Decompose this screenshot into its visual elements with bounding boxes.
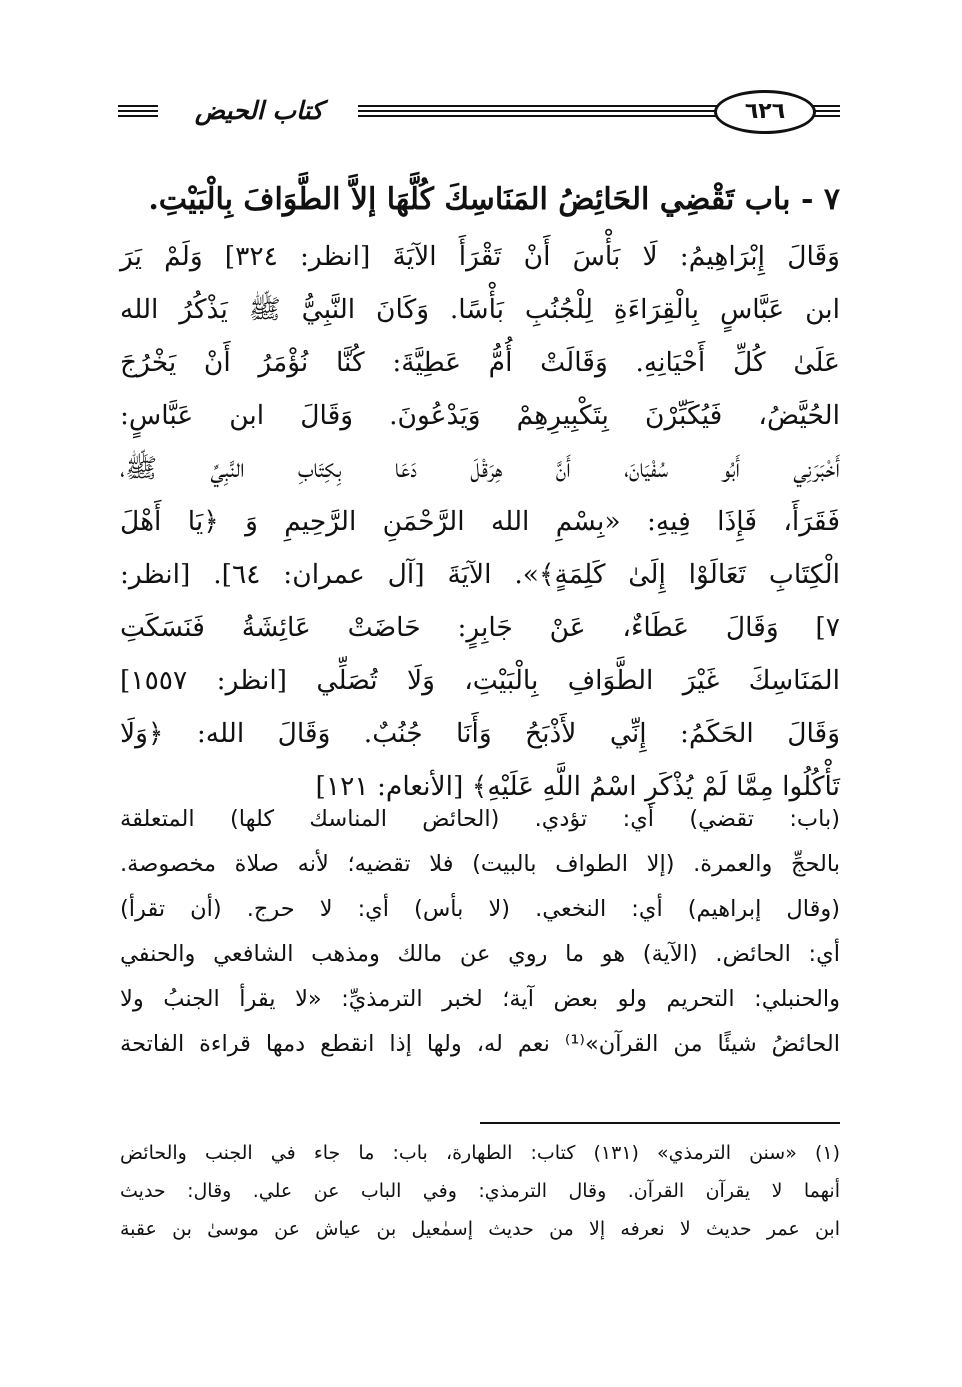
header-rule xyxy=(358,110,720,112)
header-rule xyxy=(118,115,158,117)
commentary-line: (باب: تقضي) أي: تؤدي. (الحائض المناسك كلها) المتعلقة xyxy=(120,806,840,832)
hadith-text xyxy=(120,170,840,813)
chapter-title: ٧ - باب تَقْضِي الحَائِضُ المَنَاسِكَ كُلَّهَا إلاَّ الطَّوَافَ بِالْبَيْتِ. xyxy=(148,182,840,217)
text-line: المَنَاسِكَ غَيْرَ الطَّوَافِ بِالْبَيْتِ، وَلَا تُصَلِّي [انظر: ١٥٥٧] xyxy=(120,665,840,696)
page-header xyxy=(118,88,840,134)
commentary-line: والحنبلي: التحريم ولو بعض آية؛ لخبر الترمذيِّ: «لا يقرأ الجنبُ ولا xyxy=(120,986,840,1012)
text-line: وَقَالَ الحَكَمُ: إِنِّي لأَذْبَحُ وَأَنَا جُنُبٌ. وَقَالَ الله: ﴿وَلَا xyxy=(120,718,840,749)
text-line: أَخْبَرَنِي أَبُو سُفْيَانَ، أَنَّ هِرَقْلَ دَعَا بِكِتَابِ النَّبِيِّ ﷺ، xyxy=(120,453,840,484)
header-rule xyxy=(118,105,158,107)
footnotes xyxy=(120,1134,840,1248)
running-header-title: كتاب الحيض xyxy=(194,96,324,125)
page-number: ٦٢٦ xyxy=(714,90,816,134)
text-line: فَقَرَأَ، فَإِذَا فِيهِ: «بِسْمِ الله الرَّحْمَنِ الرَّحِيمِ وَ ﴿يَا أَهْلَ xyxy=(120,506,840,537)
commentary-line: الحائضُ شيئًا من القرآن»⁽¹⁾ نعم له، ولها إذا انقطع دمها قراءة الفاتحة xyxy=(120,1031,840,1057)
text-line: الحُيَّضُ، فَيُكَبِّرْنَ بِتَكْبِيرِهِمْ وَيَدْعُونَ. وَقَالَ ابن عَبَّاسٍ: xyxy=(120,400,840,431)
commentary-line: بالحجِّ والعمرة. (إلا الطواف بالبيت) فلا تقضيه؛ لأنه صلاة مخصوصة. xyxy=(120,851,840,877)
footnote-line: ابن عمر حديث لا نعرفه إلا من حديث إسمٰعيل بن عياش عن موسىٰ بن عقبة xyxy=(120,1218,840,1240)
text-line: ٧] وَقَالَ عَطَاءٌ، عَنْ جَابِرٍ: حَاضَتْ عَائِشَةُ فَنَسَكَتِ xyxy=(120,612,840,643)
header-rule xyxy=(118,110,158,112)
text-line: عَلَىٰ كُلِّ أَحْيَانِهِ. وَقَالَتْ أُمُّ عَطِيَّةَ: كُنَّا نُؤْمَرُ أَنْ يَخْرُجَ xyxy=(120,347,840,378)
commentary-line: (وقال إبراهيم) أي: النخعي. (لا بأس) أي: لا حرج. (أن تقرأ) xyxy=(120,896,840,922)
footnote-line: (١) «سنن الترمذي» (١٣١) كتاب: الطهارة، باب: ما جاء في الجنب والحائض xyxy=(120,1142,840,1164)
text-line: الْكِتَابِ تَعَالَوْا إِلَىٰ كَلِمَةٍ﴾». الآيَةَ [آل عمران: ٦٤]. [انظر: xyxy=(120,559,840,590)
footnote-line: أنهما لا يقرآن القرآن. وقال الترمذي: وفي الباب عن علي. وقال: حديث xyxy=(120,1180,840,1202)
text-line: تَأْكُلُوا مِمَّا لَمْ يُذْكَرِ اسْمُ اللَّهِ عَلَيْهِ﴾ [الأنعام: ١٢١] xyxy=(315,771,840,802)
commentary-line: أي: الحائض. (الآية) هو ما روي عن مالك ومذهب الشافعي والحنفي xyxy=(120,941,840,967)
text-line: ابن عَبَّاسٍ بِالْقِرَاءَةِ لِلْجُنُبِ بَأْسًا. وَكَانَ النَّبِيُّ ﷺ يَذْكُرُ الله xyxy=(120,294,840,325)
header-rule xyxy=(358,105,720,107)
commentary xyxy=(120,797,840,1067)
text-line: وَقَالَ إِبْرَاهِيمُ: لَا بَأْسَ أَنْ تَقْرَأَ الآيَةَ [انظر: ٣٢٤] وَلَمْ يَرَ xyxy=(120,241,840,272)
header-rule xyxy=(358,115,720,117)
footnote-divider xyxy=(480,1122,840,1124)
